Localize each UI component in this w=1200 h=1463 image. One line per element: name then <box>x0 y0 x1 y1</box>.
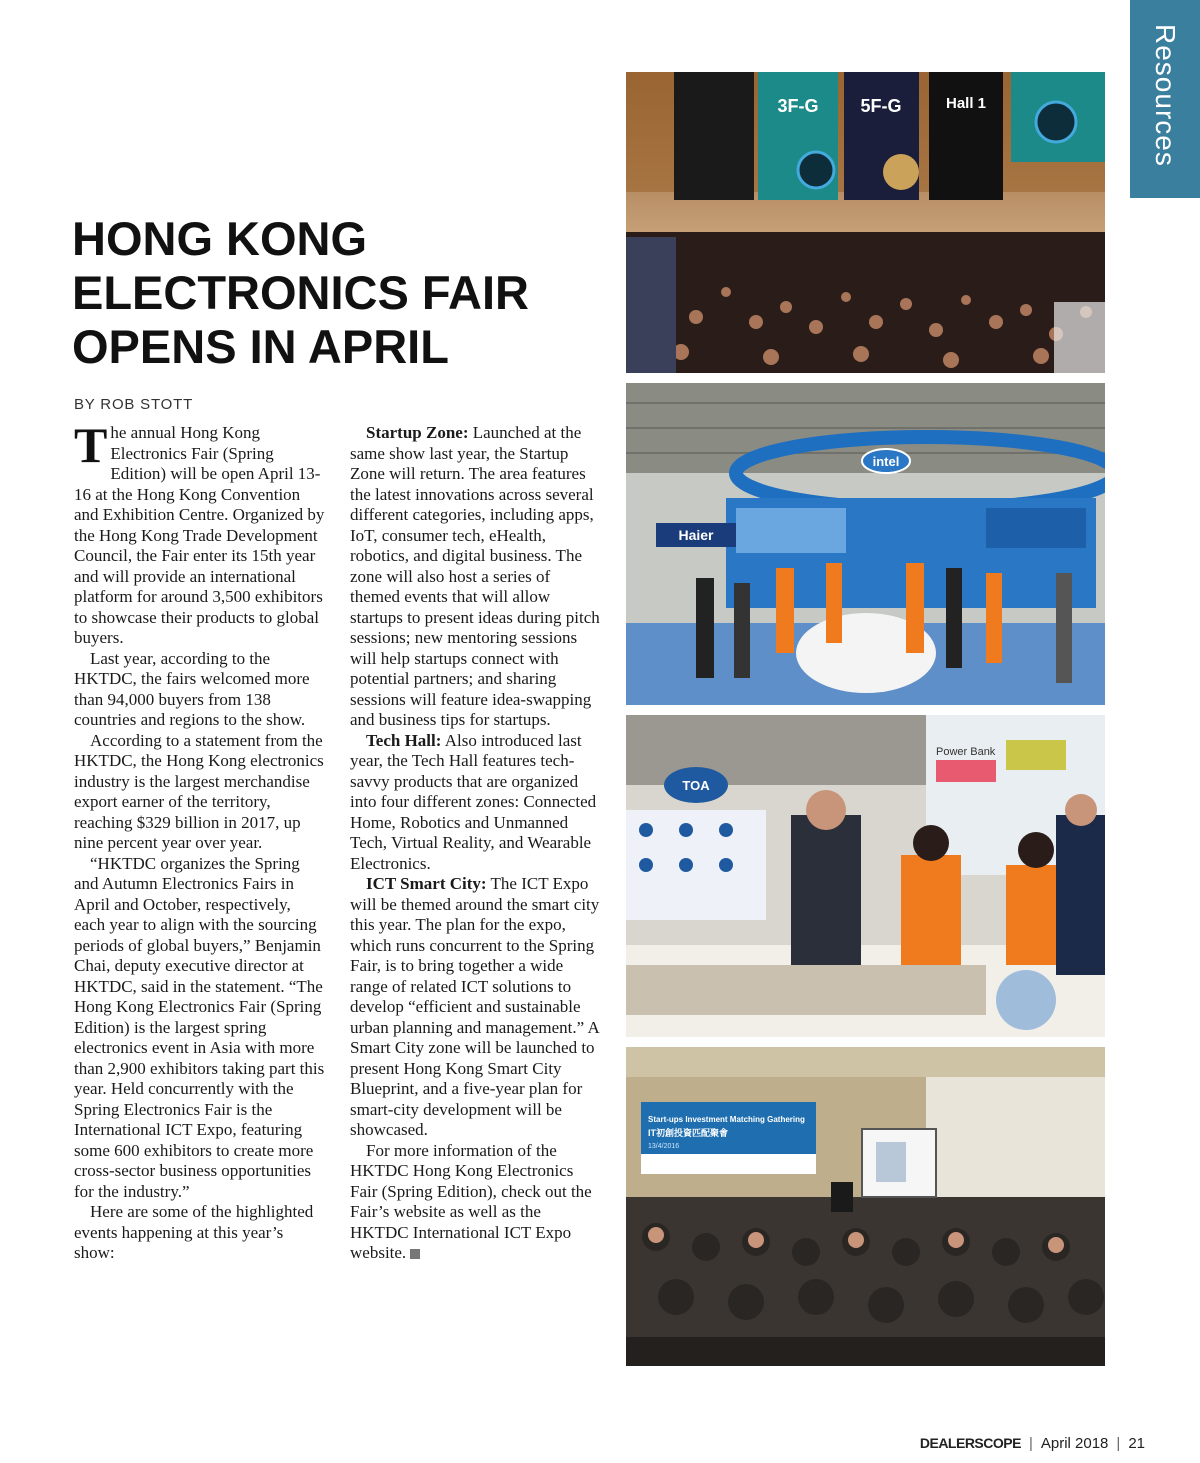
banner-date: 13/4/2016 <box>648 1143 680 1150</box>
footer-brand: DEALERSCOPE <box>919 1435 1021 1451</box>
section-tab-label: Resources <box>1150 24 1181 167</box>
paragraph-tech-hall <box>350 731 600 875</box>
paragraph-startup-zone <box>350 423 600 731</box>
paragraph-more-info <box>350 1141 600 1264</box>
startup-zone-text: Launched at the same show last year, the Startup Zone will return. The area features the latest innovations across several different categories, including apps, IoT, consumer tech, eHealth, robotics, and digital business. The zone will also host a series of themed events that will allow startups to present ideas during pitch sessions; new mentoring sessions will help startups connect with potential partners; and sharing sessions will feature idea-swapping and business tips for startups. <box>350 423 600 729</box>
sign-intel: intel <box>872 454 900 469</box>
paragraph-last-year: Last year, according to the HKTDC, the fairs welcomed more than 94,000 buyers from 138 countries and regions to the show. <box>74 648 310 729</box>
sign-power-bank: Power Bank <box>936 746 996 758</box>
paragraph-statement: According to a statement from the HKTDC, the Hong Kong electronics industry is the largest merchandise export earner of the territory, reaching $329 billion in 2017, up nine percent year over year. <box>74 730 324 852</box>
sign-hall-c: Hall 1 <box>945 95 987 112</box>
paragraph-intro-text: he annual Hong Kong Electronics Fair (Spring Edition) will be open April 13-16 at the Hong Kong Convention and Exhibition Centre. Organized by the Hong Kong Trade Development Council, the Fair enter its 15th year and will provide an international platform for around 3,500 exhibitors to showcase their products to global buyers. <box>74 423 325 647</box>
sign-haier: Haier <box>678 527 714 543</box>
footer-date: April 2018 <box>1040 1435 1109 1452</box>
page-footer <box>920 1435 1145 1452</box>
end-mark-icon <box>410 1249 420 1259</box>
footer-separator: | <box>1116 1435 1121 1452</box>
ict-smart-city-text: The ICT Expo will be themed around the smart city this year. The plan for the expo, which runs concurrent to the Spring Fair, is to bring together a wide range of related ICT solutions to develop “efficient and sustainable urban planning and management.” A Smart City zone will be launched to present Hong Kong Smart City Blueprint, and a five-year plan for smart-city development will be showcased. <box>350 874 600 1139</box>
more-info-text: For more information of the HKTDC Hong Kong Electronics Fair (Spring Edition), check out the Fair’s website as well as the HKTDC International ICT Expo website. <box>350 1140 592 1262</box>
photo-seminar <box>626 1047 1105 1366</box>
headline <box>72 212 612 374</box>
paragraph-highlights: Here are some of the highlighted events happening at this year’s show: <box>74 1202 314 1262</box>
headline-line-1: HONG KONG <box>72 212 368 265</box>
tech-hall-text: Also introduced last year, the Tech Hall features tech-savvy products that are organized into four different zones: Connected Home, Robotics and Unmanned Tech, Virtual Reality, and Wearable Electronics. <box>350 730 597 873</box>
photo-hall-entrance <box>626 72 1105 373</box>
ict-smart-city-label: ICT Smart City: <box>366 874 487 893</box>
photo-intel-booth <box>626 383 1105 705</box>
byline: BY ROB STOTT <box>74 396 194 413</box>
drop-cap: T <box>74 417 108 473</box>
paragraph-intro <box>74 417 326 649</box>
photo-product-stand <box>626 715 1105 1037</box>
paragraph-quote: “HKTDC organizes the Spring and Autumn Electronics Fairs in April and October, respectively, each year to align with the sourcing periods of global buyers,” Benjamin Chai, deputy executive director at HKTDC, said in the statement. “The Hong Kong Electronics Fair (Spring Edition) is the largest spring electronics event in Asia with more than 2,900 exhibitors taking part this year. Held concurrently with the Spring Electronics Fair is the International ICT Expo, featuring some 600 exhibitors to create more cross-sector business opportunities for the industry.” <box>74 853 325 1201</box>
headline-line-2: ELECTRONICS FAIR <box>72 266 529 319</box>
startup-zone-label: Startup Zone: <box>366 423 469 442</box>
article-column-right <box>350 423 600 1264</box>
banner-title-en: Start-ups Investment Matching Gathering <box>648 1115 805 1124</box>
sign-hall-a: 3F-G <box>777 96 819 116</box>
footer-separator: | <box>1028 1435 1033 1452</box>
section-tab <box>1130 0 1200 198</box>
banner-title-zh: IT初創投資匹配聚會 <box>648 1128 728 1138</box>
headline-line-3: OPENS IN APRIL <box>72 320 449 373</box>
paragraph-ict-smart-city <box>350 874 600 1141</box>
article-column-left <box>74 417 326 1264</box>
tech-hall-label: Tech Hall: <box>366 730 442 750</box>
sign-hall-b: 5F-G <box>860 96 902 116</box>
sign-toa: TOA <box>682 778 710 793</box>
footer-page-number: 21 <box>1128 1435 1145 1452</box>
